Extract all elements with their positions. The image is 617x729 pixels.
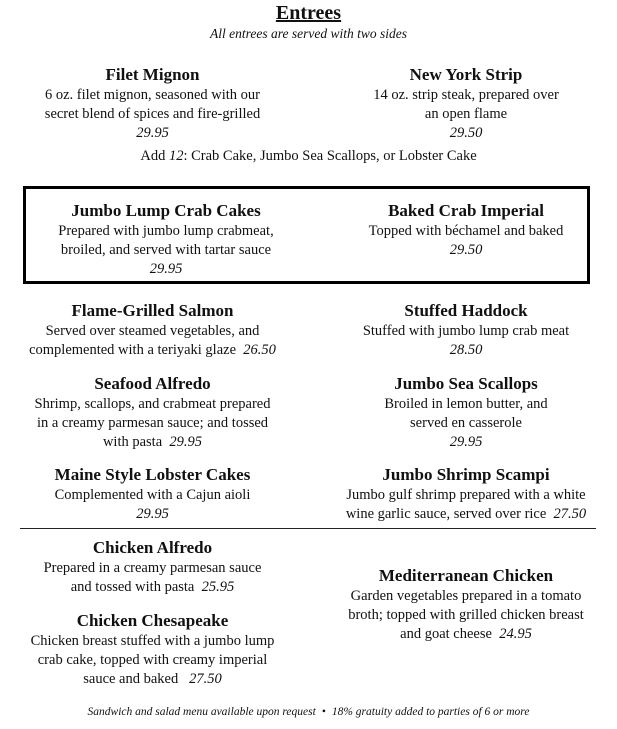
item-name: Jumbo Lump Crab Cakes [71,201,261,220]
footer-gratuity-note: 18% gratuity added to parties of 6 or more [331,706,530,718]
item-description: Broiled in lemon butter, and [384,396,548,412]
item-description: crab cake, topped with creamy imperial [37,652,268,668]
menu-item-jumbo-shrimp-scampi [320,465,612,524]
item-description: sauce and baked [83,671,179,687]
item-price: 25.95 [201,579,235,595]
item-description: 14 oz. strip steak, prepared over [373,87,559,103]
item-description: with pasta [102,434,163,450]
item-description: complemented with a teriyaki glaze [29,342,237,358]
item-price: 27.50 [553,506,587,522]
item-name: Filet Mignon [105,65,200,84]
menu-item-filet-mignon [0,65,305,143]
footer-bullet: • [321,706,326,718]
section-divider [20,528,596,529]
menu-item-jumbo-lump-crab-cakes [26,201,306,279]
item-description: Complemented with a Cajun aioli [54,487,251,503]
item-name: Maine Style Lobster Cakes [54,465,251,484]
item-name: Chicken Chesapeake [76,611,229,630]
add-on-prefix: Add [140,148,169,164]
menu-item-maine-style-lobster-cakes [0,465,305,524]
item-price: 29.95 [169,434,203,450]
item-description: Chicken breast stuffed with a jumbo lump [30,633,275,649]
item-description-with-price [0,578,305,597]
item-description: Prepared in a creamy parmesan sauce [43,560,262,576]
item-description: Shrimp, scallops, and crabmeat prepared [34,396,271,412]
item-description: secret blend of spices and fire-grilled [44,106,261,122]
item-description-with-price [0,670,305,689]
page-title: Entrees [275,2,342,24]
item-description: and goat cheese [400,626,492,642]
item-description: broth; topped with grilled chicken breast [348,607,584,623]
item-name: New York Strip [409,65,523,84]
item-name: Baked Crab Imperial [388,201,544,220]
item-description-with-price [0,341,305,360]
item-price: 26.50 [243,342,276,358]
item-description: wine garlic sauce, served over rice [345,506,547,522]
item-name: Chicken Alfredo [92,538,213,557]
item-price: 29.95 [136,125,169,141]
menu-item-chicken-alfredo [0,538,305,597]
item-description-with-price [320,625,612,644]
item-description: Jumbo gulf shrimp prepared with a white [346,487,586,503]
item-name: Stuffed Haddock [404,301,528,320]
item-name: Seafood Alfredo [94,374,211,393]
menu-item-flame-grilled-salmon [0,301,305,360]
menu-item-baked-crab-imperial [320,201,612,260]
add-on-note [0,148,617,165]
menu-item-seafood-alfredo [0,374,305,452]
item-description: Served over steamed vegetables, and [45,323,260,339]
menu-item-jumbo-sea-scallops [320,374,612,452]
footer-note [0,706,617,718]
item-description: served en casserole [410,415,522,431]
item-description-with-price [0,433,305,452]
item-description: broiled, and served with tartar sauce [60,242,272,258]
menu-item-mediterranean-chicken [320,566,612,644]
item-price: 29.95 [136,506,169,522]
menu-item-chicken-chesapeake [0,611,305,689]
footer-menu-note: Sandwich and salad menu available upon request [87,706,316,718]
item-description: Topped with béchamel and baked [368,223,564,239]
item-price: 28.50 [449,342,483,358]
item-price: 29.95 [449,434,483,450]
menu-item-stuffed-haddock [320,301,612,360]
item-description: an open flame [424,106,508,122]
menu-item-new-york-strip [320,65,612,143]
item-description: in a creamy parmesan sauce; and tossed [36,415,269,431]
add-on-price: 12 [168,148,184,164]
item-price: 27.50 [189,671,222,687]
item-description: Stuffed with jumbo lump crab meat [362,323,570,339]
item-price: 24.95 [499,626,532,642]
add-on-options: : Crab Cake, Jumbo Sea Scallops, or Lobster Cake [183,148,477,164]
item-description: Garden vegetables prepared in a tomato [350,588,582,604]
item-price: 29.50 [449,125,483,141]
item-name: Jumbo Sea Scallops [394,374,538,393]
item-description: Prepared with jumbo lump crabmeat, [58,223,274,239]
item-price: 29.50 [449,242,483,258]
item-description-with-price [320,505,612,524]
item-name: Jumbo Shrimp Scampi [382,465,550,484]
item-name: Mediterranean Chicken [378,566,554,585]
page-subtitle: All entrees are served with two sides [210,26,407,41]
item-description: and tossed with pasta [70,579,195,595]
item-price: 29.95 [149,261,183,277]
item-description: 6 oz. filet mignon, seasoned with our [44,87,261,103]
item-name: Flame-Grilled Salmon [71,301,234,320]
